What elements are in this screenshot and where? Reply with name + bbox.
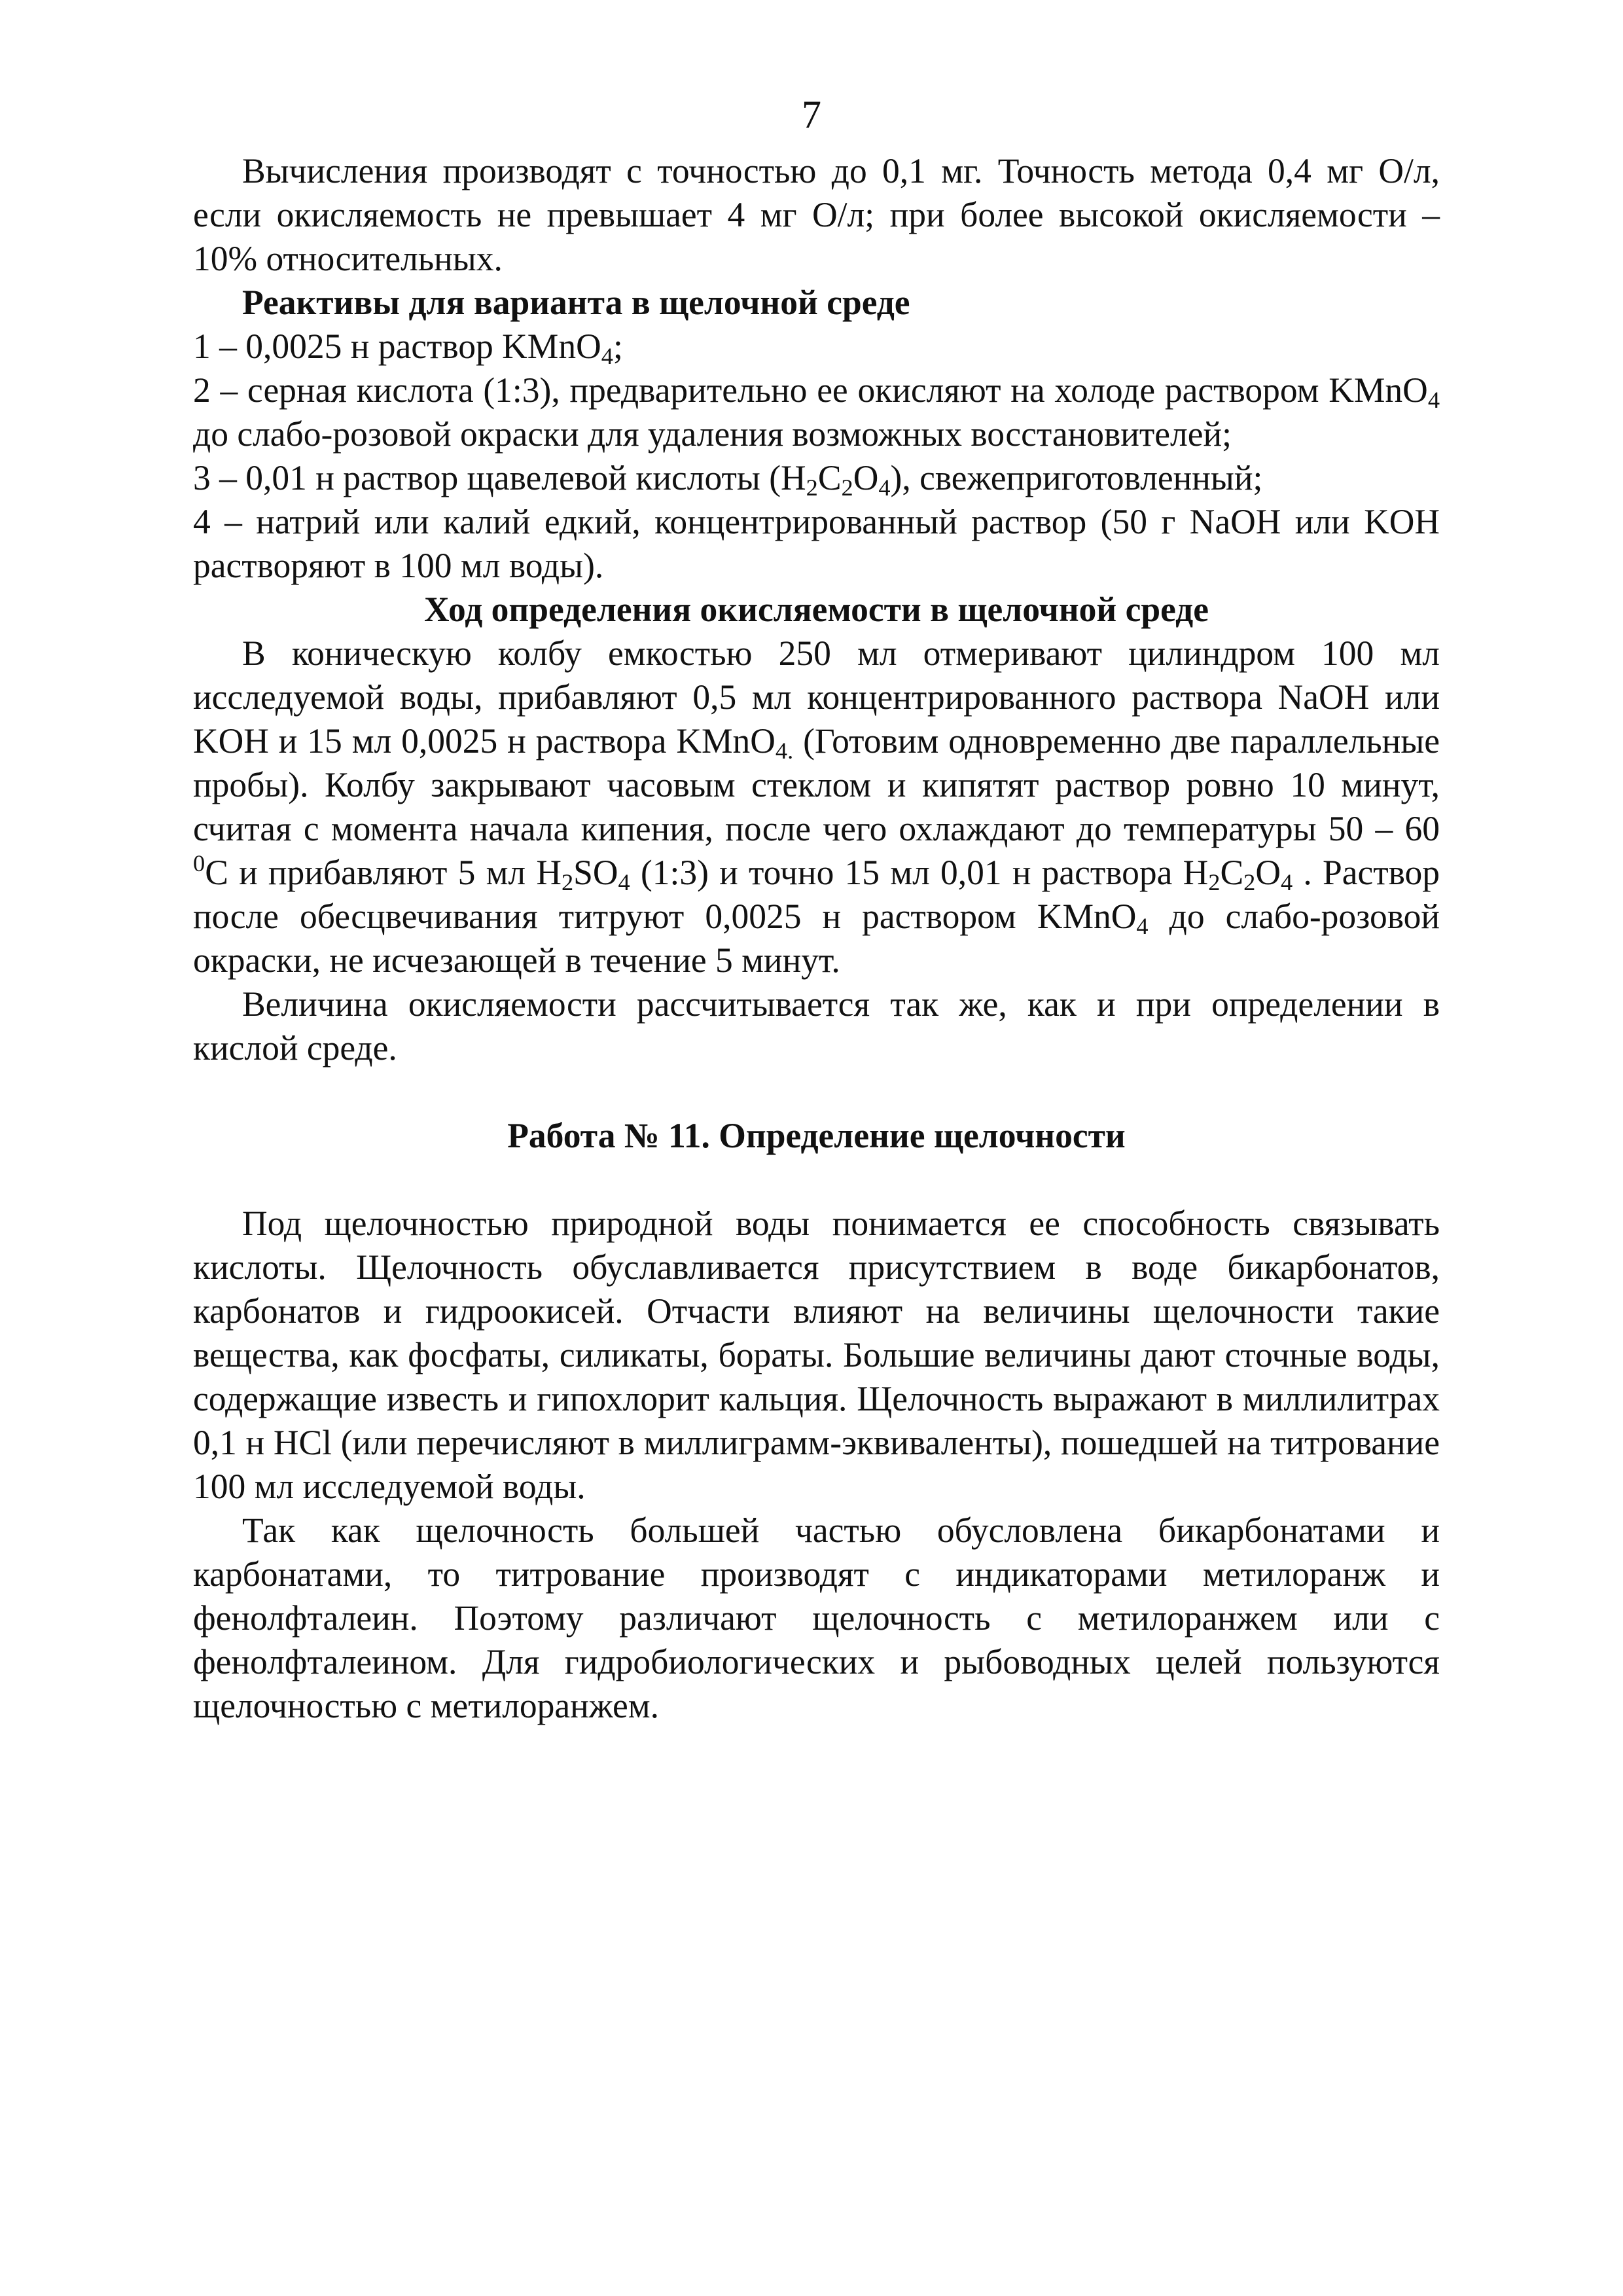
procedure-heading: Ход определения окисляемости в щелочной среде: [424, 590, 1209, 629]
work-11-paragraph-2: Так как щелочность большей частью обусловлена бикарбонатами и карбонатами, то титрование производят с индикаторами метилоранж и фенолфталеин. Поэтому различают щелочность с метилоранжем или с фенолфталеином. Для гидробиологических и рыбоводных целей пользуются щелочностью с метилоранжем.: [193, 1511, 1440, 1725]
reagent-item-4: 4 – натрий или калий едкий, концентрированный раствор (50 г NaOH или KOH растворяют в 100 мл воды).: [193, 502, 1440, 585]
reagent-item-1: 1 – 0,0025 н раствор KMnO$_4$;: [193, 327, 623, 370]
intro-paragraph: Вычисления производят с точностью до 0,1 мг. Точность метода 0,4 мг О/л, если окисляемость не превышает 4 мг О/л; при более высокой окисляемости – 10% относительных.: [193, 151, 1440, 278]
reagents-heading: Реактивы для варианта в щелочной среде: [242, 283, 910, 322]
procedure-paragraph-1: В коническую колбу емкостью 250 мл отмеривают цилиндром 100 мл исследуемой воды, прибавляют 0,5 мл концентрированного раствора NaOH или KOH и 15 мл 0,0025 н раствора KMnO$_{4.}$ (Готовим одновременно две параллельные пробы). Колбу закрывают часовым стеклом и кипятят раствор ровно 10 минут, считая с момента начала кипения, после чего охлаждают до температуры 50 – 60 $^0$С и прибавляют 5 мл $H_2SO_4$ (1:3) и точно 15 мл 0,01 н раствора $H_2C_2O_4$ . Раствор после обесцвечивания титруют 0,0025 н раствором KMnO$_4$ до слабо-розовой окраски, не исчезающей в течение 5 минут.: [193, 634, 1440, 980]
work-11-heading: Работа № 11. Определение щелочности: [507, 1116, 1126, 1155]
reagent-item-2: 2 – серная кислота (1:3), предварительно ее окисляют на холоде раствором KMnO$_4$ до слабо-розовой окраски для удаления возможных восстановителей;: [193, 370, 1440, 454]
reagent-item-3: 3 – 0,01 н раствор щавелевой кислоты $(H_2C_2O_4)$, свежеприготовленный;: [193, 458, 1263, 501]
work-11-paragraph-1: Под щелочностью природной воды понимается ее способность связывать кислоты. Щелочность обуславливается присутствием в воде бикарбонатов, карбонатов и гидроокисей. Отчасти влияют на величины щелочности такие вещества, как фосфаты, силикаты, бораты. Большие величины дают сточные воды, содержащие известь и гипохлорит кальция. Щелочность выражают в миллилитрах 0,1 н HCl (или перечисляют в миллиграмм-эквиваленты), пошедшей на титрование 100 мл исследуемой воды.: [193, 1204, 1440, 1506]
page-content: [193, 149, 1440, 1728]
procedure-paragraph-2: Величина окисляемости рассчитывается так же, как и при определении в кислой среде.: [193, 984, 1440, 1067]
page-number: 7: [802, 93, 821, 136]
